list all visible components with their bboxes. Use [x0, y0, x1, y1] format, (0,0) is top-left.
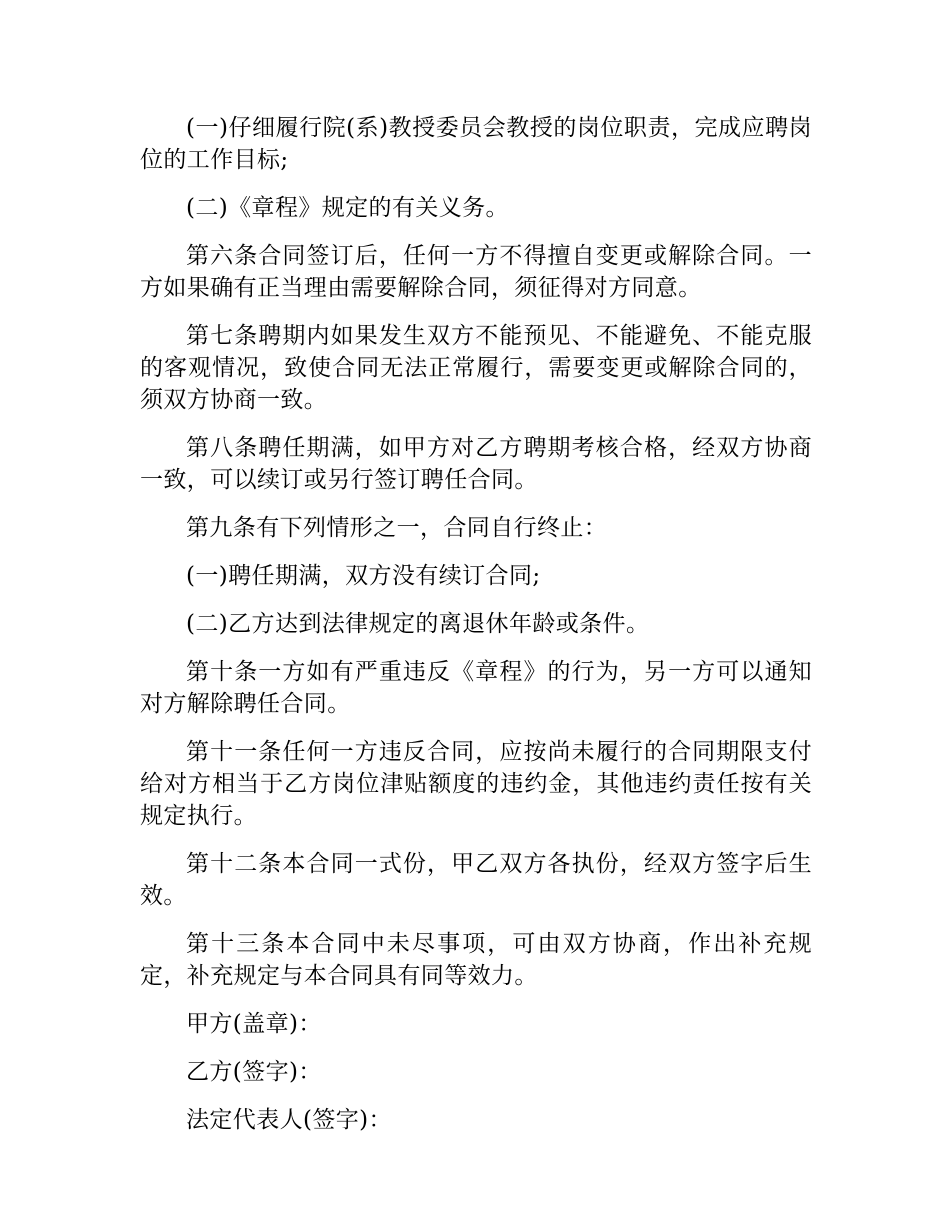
article-12: 第十二条本合同一式份，甲乙双方各执份，经双方签字后生效。 — [140, 851, 812, 909]
article-11: 第十一条任何一方违反合同，应按尚未履行的合同期限支付给对方相当于乙方岗位津贴额度的违约金，其他违约责任按有关规定执行。 — [140, 739, 812, 829]
article-10: 第十条一方如有严重违反《章程》的行为，另一方可以通知对方解除聘任合同。 — [140, 659, 812, 717]
article-8: 第八条聘任期满，如甲方对乙方聘期考核合格，经双方协商一致，可以续订或另行签订聘任合同。 — [140, 435, 812, 493]
document-body — [140, 112, 812, 1152]
article-9: 第九条有下列情形之一，合同自行终止： — [186, 515, 608, 541]
article-13: 第十三条本合同中未尽事项，可由双方协商，作出补充规定，补充规定与本合同具有同等效力。 — [140, 931, 812, 989]
duty-item-1: (一)仔细履行院(系)教授委员会教授的岗位职责，完成应聘岗位的工作目标; — [140, 115, 812, 173]
termination-item-2: (二)乙方达到法律规定的离退休年龄或条件。 — [186, 611, 650, 637]
signature-party-b: 乙方(签字)： — [186, 1059, 322, 1085]
article-6: 第六条合同签订后，任何一方不得擅自变更或解除合同。一方如果确有正当理由需要解除合同，须征得对方同意。 — [140, 243, 812, 301]
duty-item-2: (二)《章程》规定的有关义务。 — [186, 195, 509, 221]
article-7: 第七条聘期内如果发生双方不能预见、不能避免、不能克服的客观情况，致使合同无法正常履行，需要变更或解除合同的，须双方协商一致。 — [140, 323, 812, 413]
signature-legal-representative: 法定代表人(签字)： — [186, 1107, 392, 1133]
termination-item-1: (一)聘任期满，双方没有续订合同; — [186, 563, 541, 589]
signature-party-a: 甲方(盖章)： — [186, 1011, 322, 1037]
